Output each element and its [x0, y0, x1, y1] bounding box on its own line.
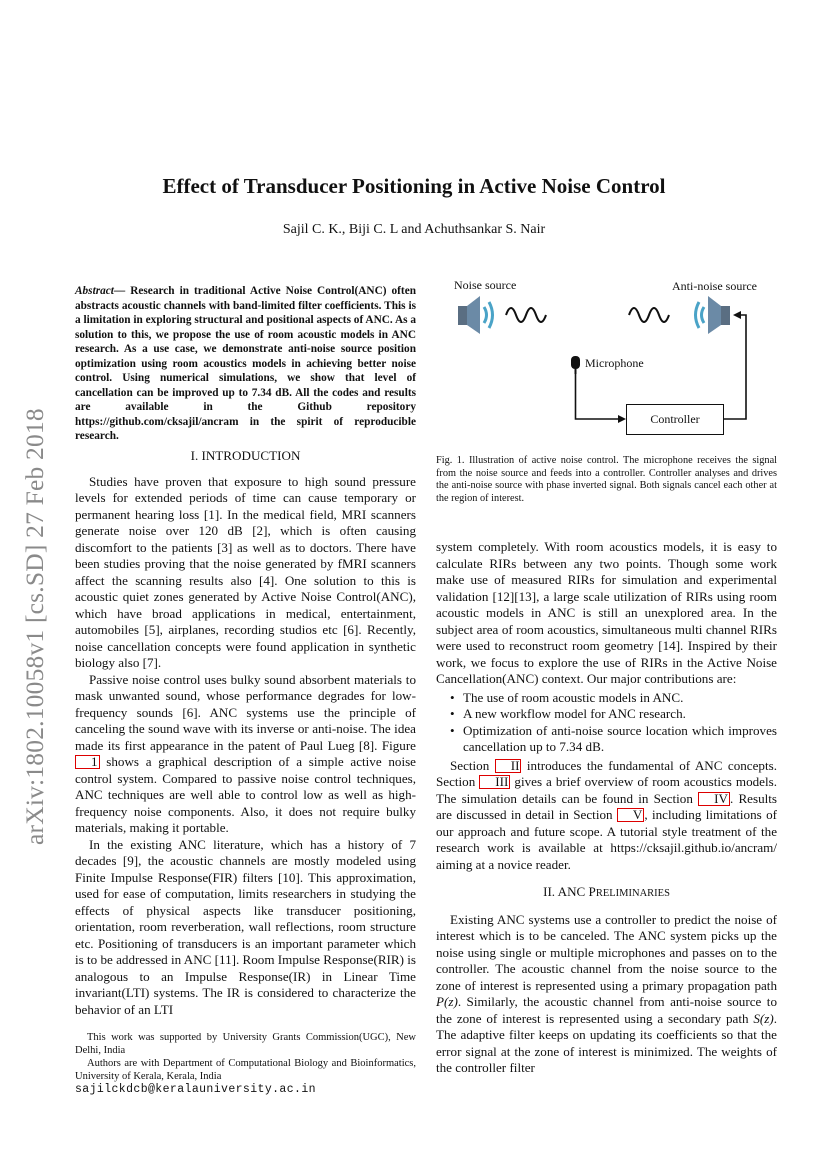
- arxiv-identifier: arXiv:1802.10058v1 [cs.SD] 27 Feb 2018: [20, 408, 49, 845]
- intro-paragraph-1: Studies have proven that exposure to high sound pressure levels for extended periods of time can cause temporary or permanent hearing loss [1]. In the medical field, MRI scanners generate noise over 120 dB [2], which is often causing discomfort to the patients [3] as well as to doctors. There have been studies proving that the noise generated by fMRI scanners affect the scanning results also [4]. One solution to this is acoustic quiet zones generated by Active Noise Control(ANC), which have broad applications in medical, entertainment, automobiles [5], airplanes, recording studios etc [6]. Recently, noise cancellation concepts were found application in synthetic biology also [7].: [75, 473, 416, 670]
- microphone-label: Microphone: [585, 356, 644, 370]
- figure-1-anc-diagram: [436, 272, 777, 444]
- right-paragraph-2: Section II introduces the fundamental of ANC concepts. Section III gives a brief overview of room acoustics models. The simulation details can be found in Section IV . Results are discussed in detail in Section V , including limitations of our approach and future scope. A tutorial style treatment of the research work is available at https://cksajil.github.io/ancram/ aiming at a novice reader.: [436, 757, 778, 872]
- footnote-affiliation: Authors are with Department of Computational Biology and Bioinformatics, University of Kerala, Kerala, India: [75, 1058, 416, 1082]
- section-III-link[interactable]: III: [479, 775, 510, 789]
- abstract: [75, 284, 416, 444]
- right-paragraph-1: system completely. With room acoustics models, it is easy to calculate RIRs between any two points. Though some work make use of measured RIRs for simulation and experimental validation [12][13], a large scale utilization of RIRs using room acoustic models in ANC is still an unexplored area. In the subject area of room acoustics, simultaneous multi channel RIRs were used to reconstruct room geometry [14]. Inspired by their work, we focus to explore the use of RIRs in the Active Noise Cancellation(ANC) context. Our major contributions are:: [436, 539, 777, 686]
- section-heading-introduction: I. INTRODUCTION: [190, 448, 301, 463]
- noise-speaker-icon: [458, 296, 493, 334]
- footnote-email: sajilckdcb@keralauniversity.ac.in: [75, 1083, 316, 1096]
- list-item: • Optimization of anti-noise source location which improves cancellation up to 7.34 dB.: [436, 723, 777, 756]
- anti-noise-speaker-icon: [696, 296, 731, 334]
- anti-noise-source-label: Anti-noise source: [672, 279, 757, 293]
- paper-title: Effect of Transducer Positioning in Active Noise Control: [162, 174, 666, 198]
- noise-wave-icon: [506, 308, 546, 322]
- intro-paragraph-3: In the existing ANC literature, which has a history of 7 decades [9], the acoustic channels are mostly modeled using Finite Impulse Response(FIR) filters [10]. This approximation, used for ease of computation, limits researchers in studying the effects of physical aspects like transducer positioning, orientation, room reverberation, wall reflections, room structure etc. Positioning of transducers is an important parameter which is to be addressed in ANC [11]. Room Impulse Response(RIR) is analogous to an Impulse Response(IR) in Linear Time invariant(LTI) systems. The IR is considered to characterize the behavior of an LTI: [75, 836, 417, 1017]
- anc-paragraph-1: Existing ANC systems use a controller to predict the noise of interest which is to be canceled. The ANC system picks up the noise using single or multiple microphones and passes on to the controller. The acoustic channel from the noise source to the zone of interest is represented using a primary propagation path P(z). Similarly, the acoustic channel from anti-noise source to the zone of interest is represented using a secondary path S(z). The adaptive filter keeps on updating its coefficients so that the error signal at the zone of interest is minimized. The weights of the controller filter: [436, 911, 777, 1075]
- list-item: • The use of room acoustic models in ANC.: [436, 690, 777, 707]
- figure-1-caption: Fig. 1. Illustration of active noise control. The microphone receives the signal from the noise source and feeds into a controller. Controller analyses and drives the anti-noise source with phase inverted signal. Both signals cancel each other at the region of interest.: [436, 455, 777, 504]
- section-introduction: [75, 448, 416, 1018]
- list-item: • A new workflow model for ANC research.: [436, 706, 777, 723]
- noise-source-label: Noise source: [454, 278, 517, 292]
- right-column-body: [436, 539, 777, 1077]
- footnote: [75, 1031, 416, 1096]
- abstract-lead: Abstract: [75, 285, 114, 297]
- microphone-icon: [571, 356, 580, 374]
- section-V-link[interactable]: V: [617, 808, 644, 822]
- intro-paragraph-2: Passive noise control uses bulky sound absorbent materials to mask unwanted sound, whose performance degrades for low-frequency sounds [6]. ANC systems use the principle of canceling the sound wave with its inverse or anti-noise. The idea made its first appearance in the patent of Paul Lueg [8]. Figure 1 shows a graphical description of a simple active noise control system. Compared to passive noise control techniques, ANC techniques are well able to control low as well as high-frequency noise components. Also, it does not require bulky materials, making it portable.: [75, 671, 416, 835]
- arrow-controller-to-speaker: [724, 315, 746, 419]
- anti-noise-wave-icon: [629, 308, 669, 322]
- arrow-mic-to-controller: [576, 374, 623, 419]
- abstract-body: — Research in traditional Active Noise Control(ANC) often abstracts acoustic channels with band-limited filter coefficients. This is a limitation in exploring structural and positional aspects of ANC. As a solution to this, we propose the use of room acoustic models in ANC research. As a use case, we demonstrate anti-noise source position optimization using room acoustics models in achieving better noise control. Using numerical simulations, we show that level of cancellation can be improved up to 7.34 dB. All the codes and results are available in the Github repository https://github.com/cksajil/ancram in the spirit of reproducible research.: [75, 285, 416, 442]
- section-II-link[interactable]: II: [495, 759, 522, 773]
- section-heading-anc-preliminaries: II. ANC PRELIMINARIES: [543, 884, 670, 899]
- author-list: Sajil C. K., Biji C. L and Achuthsankar S. Nair: [282, 222, 546, 237]
- figure-1-link[interactable]: 1: [75, 755, 100, 769]
- contributions-list: [436, 690, 777, 756]
- section-IV-link[interactable]: IV: [698, 792, 730, 806]
- footnote-support: This work was supported by University Grants Commission(UGC), New Delhi, India: [75, 1032, 416, 1056]
- controller-box: Controller: [626, 404, 724, 435]
